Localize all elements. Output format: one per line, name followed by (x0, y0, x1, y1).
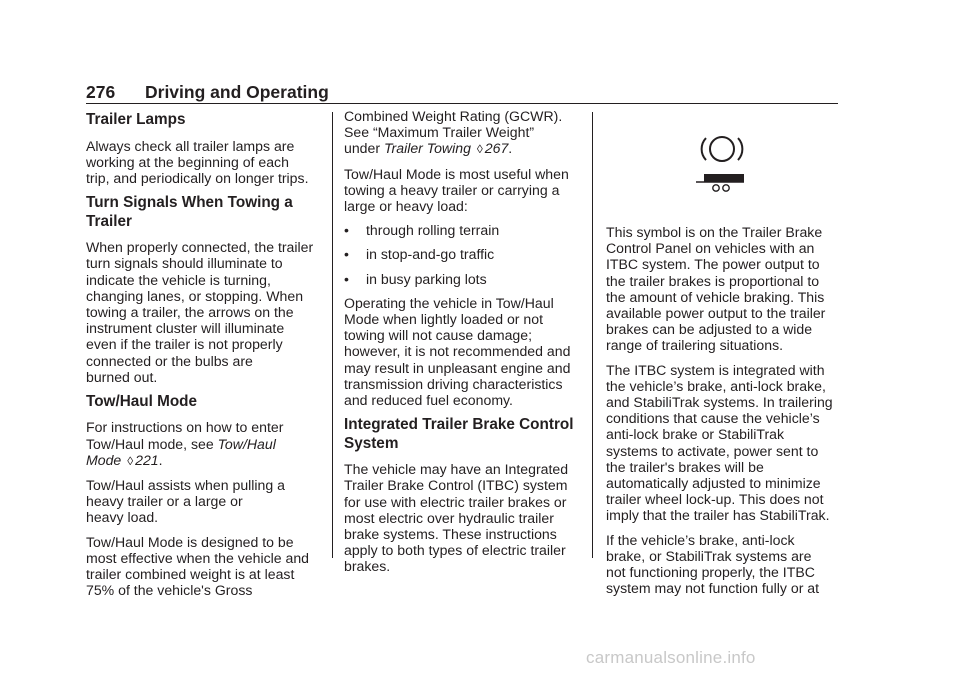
page-number: 276 (86, 82, 116, 102)
list-item (344, 271, 576, 287)
bullet-icon: • (344, 270, 349, 287)
paragraph: Tow/Haul Mode is designed to be most effective when the vehicle and trailer combined weight is at least 75% of the vehicle's Gross (86, 533, 310, 599)
bullet-icon: • (344, 246, 349, 263)
cross-reference-page: 221 (135, 451, 159, 468)
cross-reference-link[interactable] (384, 140, 508, 156)
paragraph: Operating the vehicle in Tow/Haul Mode when lightly loaded or not towing will not cause damage; however, it is not recommended and may result in unpleasant engine and transmission driving characteristics and reduced fuel economy. (344, 294, 571, 409)
watermark: carmanualsonline.info (586, 648, 756, 667)
paragraph: Tow/Haul Mode is most useful when towing a heavy trailer or carrying a large or heavy load: (344, 165, 569, 215)
paragraph: The ITBC system is integrated with the vehicle’s brake, anti-lock brake, and StabiliTrak systems. In trailering conditions that cause the vehicle’s anti-lock brake or StabiliTrak systems to activate, power sent to the trailer's brakes will be automatically adjusted to minimize trailer wheel lock-up. This does not imply that the trailer has StabiliTrak. (606, 361, 833, 524)
paragraph: When properly connected, the trailer turn signals should illuminate to indicate the vehicle is turning, changing lanes, or stopping. When towing a trailer, the arrows on the instrument cluster will illuminate even if the trailer is not properly connected or the bulbs are burned out. (86, 239, 314, 385)
list-item-text: in stop-and-go traffic (366, 246, 495, 263)
list-item (344, 222, 576, 238)
paragraph-text: Combined Weight Rating (GCWR). See “Maximum Trailer Weight” under (344, 108, 563, 157)
section-heading-turn-signals: Turn Signals When Towing a Trailer (86, 194, 293, 230)
section-heading-tow-haul: Tow/Haul Mode (86, 392, 198, 410)
list-item-text: in busy parking lots (366, 270, 487, 287)
column-middle (344, 108, 576, 583)
paragraph-text: For instructions on how to enter Tow/Haul mode, see (86, 419, 284, 452)
section-heading-trailer-lamps: Trailer Lamps (86, 111, 186, 128)
column-divider (332, 112, 333, 558)
column-right (606, 108, 840, 604)
cross-reference-title: Tow/Haul Mode (86, 435, 276, 468)
paragraph (344, 108, 576, 158)
cross-reference-title: Trailer Towing (383, 140, 471, 157)
header-rule (86, 103, 838, 104)
list-item (344, 246, 576, 262)
paragraph: Tow/Haul assists when pulling a heavy trailer or a large or heavy load. (86, 477, 285, 526)
bullet-list (344, 222, 576, 287)
chapter-title: Driving and Operating (145, 82, 329, 102)
paragraph (86, 419, 322, 469)
paragraph: Always check all trailer lamps are working at the beginning of each trip, and periodically on longer trips. (86, 137, 309, 186)
paragraph: The vehicle may have an Integrated Trailer Brake Control (ITBC) system for use with electric trailer brakes or most electric over hydraulic trailer brake systems. These instructions apply to both types of electric trailer brakes. (344, 461, 569, 575)
punctuation: . (158, 451, 163, 468)
bullet-icon: • (344, 222, 349, 239)
cross-reference-page: 267 (484, 140, 509, 157)
list-item-text: through rolling terrain (366, 222, 500, 239)
page-reference-icon: ◊ (476, 142, 483, 157)
paragraph: If the vehicle’s brake, anti-lock brake, or StabiliTrak systems are not functioning properly, the ITBC system may not function fully or at (606, 531, 820, 597)
paragraph: This symbol is on the Trailer Brake Control Panel on vehicles with an ITBC system. The power output to the trailer brakes is proportional to the amount of vehicle braking. This available power output to the trailer brakes can be adjusted to a wide range of trailering situations. (606, 224, 826, 354)
punctuation: . (508, 140, 513, 157)
section-heading-itbc: Integrated Trailer Brake Control System (344, 416, 574, 452)
page-header (86, 82, 838, 108)
page-reference-icon: ◊ (127, 453, 134, 468)
column-left (86, 108, 322, 606)
trailer-brake-icon (692, 130, 752, 210)
column-divider (592, 112, 593, 558)
